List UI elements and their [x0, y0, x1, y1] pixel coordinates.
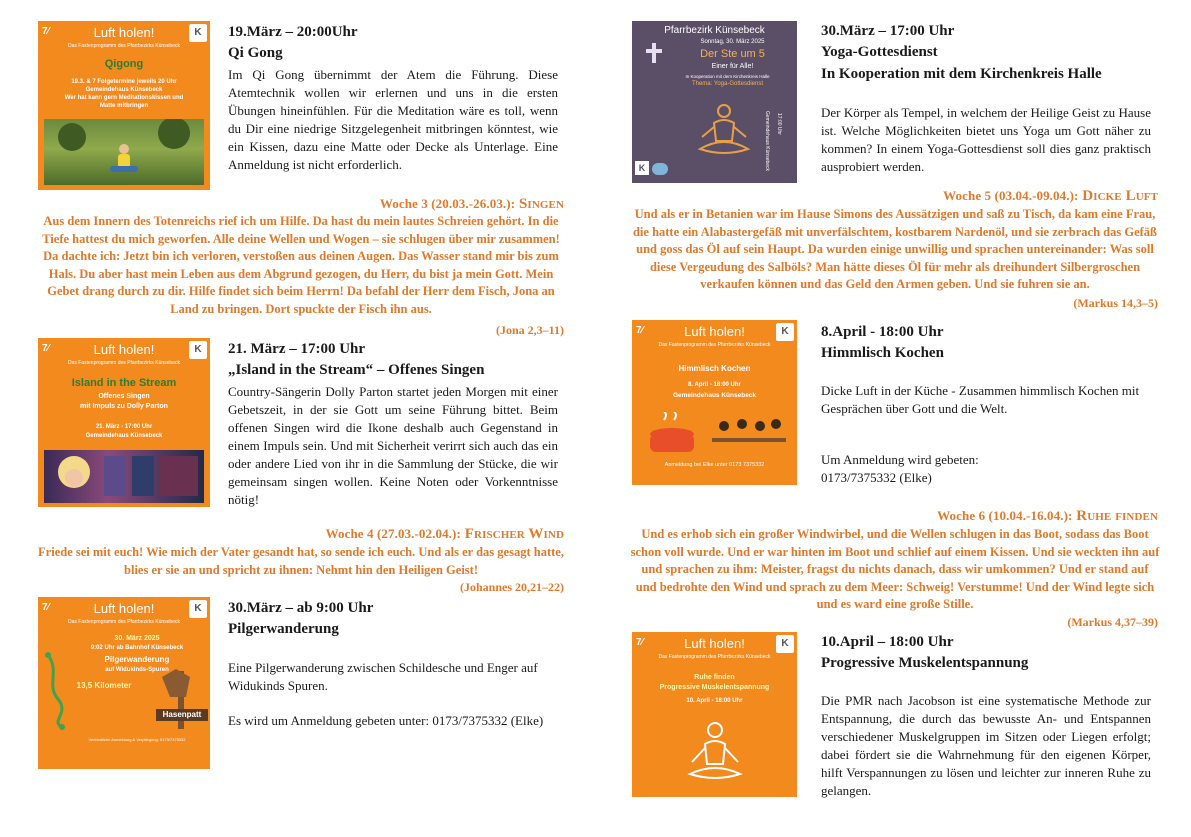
week-theme: Dicke Luft	[1078, 188, 1158, 204]
poster-line: 8. April - 18:00 Uhr	[688, 382, 741, 388]
poster-program: Das Fastenprogramm des Pfarrbezirks Künsebeck	[658, 654, 771, 660]
poster-qigong	[38, 21, 210, 190]
event-date: 8.April - 18:00 Uhr	[821, 324, 944, 340]
poster-title: Island in the Stream	[71, 377, 177, 389]
poster-program: Das Fastenprogramm des Pfarrbezirks Künsebeck	[68, 619, 180, 625]
poster-title: Qigong	[104, 58, 144, 70]
week-heading: Woche 3 (20.03.-26.03.): Singen	[379, 196, 564, 212]
poster-brand: Luft holen!	[684, 324, 745, 339]
event-date: 30.März – 17:00 Uhr	[821, 23, 955, 39]
k-logo-icon: K	[189, 24, 207, 42]
meditation-photo	[44, 119, 204, 185]
portrait-icon	[44, 450, 204, 503]
event-registration: Es wird um Anmeldung gebeten unter: 0173/7375332 (Elke)	[228, 713, 544, 728]
poster-line: Matte mitbringen	[99, 103, 149, 109]
event-description: Country-Sängerin Dolly Parton startet jeden Morgen mit einer Gebetszeit, in der sie Gott um seine Führung bittet. Beim offenen Singen wird die Ikone deshalb auch Gegenstand in einem Impuls sein. Und mit Sicherheit verirrt sich auch das ein oder andere Lied von ihr in die Sammlung der Stücke, die wir gemeinsam singen wollen. Keine Noten oder Vorkenntnisse nötig!	[228, 384, 558, 507]
poster-line: Wer hat kann gern Meditationskissen und	[64, 95, 184, 101]
yoga-lotus-icon	[692, 97, 756, 161]
event-title: Pilgerwanderung	[228, 621, 339, 637]
poster-seven-mark: 7⁄	[42, 343, 50, 354]
week-reference: (Markus 14,3–5)	[1073, 296, 1158, 310]
week-heading: Woche 6 (10.04.-16.04.): Ruhe finden	[937, 508, 1158, 524]
k-logo-icon: K	[776, 323, 794, 341]
poster-island-in-the-stream	[38, 338, 210, 507]
event-description: Dicke Luft in der Küche - Zusammen himmlisch Kochen mit Gesprächen über Gott und die Welt.	[821, 383, 1140, 416]
partner-logo-icon	[652, 163, 668, 175]
week-reference: (Markus 4,37–39)	[1067, 615, 1158, 629]
poster-side: Gemeindehaus Künsebeck	[764, 111, 770, 172]
poster-sign: Hasenpatt	[156, 709, 208, 721]
poster-brand: Luft holen!	[93, 342, 155, 357]
week-quote: Und es erhob sich ein großer Windwirbel, und die Wellen schlugen in das Boot, sodass das Boot schon voll wurde. Und er war hinten im Boot und schlief auf einem Kissen. Und sie weckten ihn auf und sprachen zu ihm: Meister, fragst du nichts danach, dass wir umkommen? Und er stand auf und bedrohte den Wind und sprach zu dem Meer: Schweig! Verstumme! Und der Wind legte sich und es ward eine große Stille.	[630, 527, 1160, 611]
poster-line: mit Impuls zu Dolly Parton	[80, 403, 168, 410]
poster-line: 9:02 Uhr ab Bahnhof Künsebeck	[90, 645, 184, 651]
poster-footer: Anmeldung bei Elke unter 0173 7375332	[664, 462, 765, 468]
poster-seven-mark: 7⁄	[42, 602, 50, 613]
poster-coop: In Kooperation mit dem Kirchenkreis Halle	[685, 74, 770, 79]
poster-yoga-gottesdienst	[632, 21, 797, 183]
week-heading: Woche 5 (03.04.-09.04.): Dicke Luft	[943, 188, 1158, 204]
event-date: 21. März – 17:00 Uhr	[228, 341, 366, 357]
poster-footer: Verbindliche Anmeldung & Verpflegung: 0173/7375332	[88, 737, 186, 742]
event-title: Yoga-Gottesdienst	[821, 44, 938, 60]
week-theme: Ruhe finden	[1072, 508, 1158, 524]
poster-date: Sonntag, 30. März 2025	[700, 39, 765, 45]
event-description: Die PMR nach Jacobson ist eine systematische Methode zur Entspannung, die durch das bewusste An- und Entspannen verschiedener Muskelgruppen im Sitzen oder Liegen erfolgt; dabei fördert sie die Wahrnehmung für den eigenen Körper, hilft Verspannungen zu lösen und leichter zur inneren Ruhe zu gelangen.	[821, 693, 1151, 798]
poster-line: 19.3. & 7 Folgetermine jeweils 20 Uhr	[71, 79, 177, 85]
k-logo-icon: K	[635, 161, 649, 175]
poster-line: Ruhe finden	[694, 674, 735, 681]
poster-big: Der Ste um 5	[700, 48, 765, 60]
event-title: „Island in the Stream“ – Offenes Singen	[228, 362, 485, 378]
week-quote: Und als er in Betanien war im Hause Simons des Aussätzigen und saß zu Tisch, da kam eine Frau, die hatte ein Alabastergefäß mit unverfälschtem, kostbarem Nardenöl, und sie zerbrach das Gefäß und goss das Öl auf sein Haupt. Da wurden einige unwillig und sprachen untereinander: Was soll diese Vergeudung des Salböls? Man hätte dieses Öl für mehr als dreihundert Silbergroschen verkaufen können und das Geld den Armen geben. Und sie fuhren sie an.	[632, 207, 1158, 291]
poster-seven-mark: 7⁄	[636, 637, 644, 648]
week-reference: (Jona 2,3–11)	[495, 323, 564, 337]
poster-brand: Luft holen!	[93, 601, 155, 616]
poster-seven-mark: 7⁄	[636, 325, 644, 336]
poster-line: 21. März - 17:00 Uhr	[95, 424, 153, 430]
poster-pilgerwanderung	[38, 597, 210, 769]
poster-line: auf Widukinds-Spuren	[105, 667, 169, 673]
k-logo-icon: K	[189, 341, 207, 359]
poster-brand: Luft holen!	[93, 25, 155, 40]
event-date: 19.März – 20:00Uhr	[228, 24, 358, 40]
poster-line: 10. April - 18:00 Uhr	[686, 698, 743, 704]
poster-program: Das Fastenprogramm des Pfarrbezirks Künsebeck	[68, 43, 180, 49]
poster-line: Gemeindehaus Künsebeck	[672, 392, 757, 399]
church-icon	[642, 41, 666, 67]
poster-title: Himmlisch Kochen	[678, 364, 751, 373]
poster-line: 13,5 Kilometer	[76, 681, 132, 690]
poster-theme: Thema: Yoga-Gottesdienst	[691, 81, 764, 87]
dolly-parton-photo	[44, 450, 204, 503]
meditation-icon	[684, 718, 746, 788]
event-title: Qi Gong	[228, 45, 283, 61]
poster-time: 17:00 Uhr	[776, 113, 782, 135]
week-heading: Woche 4 (27.03.-02.04.): Frischer Wind	[325, 526, 564, 542]
route-map-icon	[42, 651, 70, 731]
poster-line: Gemeindehaus Künsebeck	[85, 87, 163, 93]
person-meditating-icon	[44, 119, 204, 185]
week-reference: (Johannes 20,21–22)	[459, 580, 564, 594]
k-logo-icon: K	[776, 635, 794, 653]
poster-brand: Luft holen!	[684, 636, 745, 651]
event-description: Eine Pilgerwanderung zwischen Schildesche und Enger auf Widukinds Spuren.	[228, 660, 538, 693]
week-theme: Singen	[515, 196, 564, 212]
poster-program: Das Fastenprogramm des Pfarrbezirks Künsebeck	[658, 342, 771, 348]
event-registration: Um Anmeldung wird gebeten: 0173/7375332 (Elke)	[821, 452, 979, 485]
poster-muskelentspannung	[632, 632, 797, 797]
event-title: Progressive Muskelentspannung	[821, 655, 1029, 671]
week-quote: Aus dem Innern des Totenreichs rief ich um Hilfe. Da hast du mein lautes Schreien gehört. In die Tiefe hattest du mich geworfen. Alle deine Wellen und Wogen – sie schlugen über mir zusammen! Da dachte ich: Jetzt bin ich verloren, verstoßen aus deinen Augen. Das Wasser stand mir bis zum Hals. Du aber hast mein Leben aus dem Abgrund gezogen, du Herr, du bist ja mein Gott. Mein Gebet drang durch zu dir. Hilfe findet sich beim Herrn! Da befahl der Herr dem Fisch, Jona an Land zu bringen. Dort spuckte der Fisch ihn aus.	[42, 214, 560, 316]
cooking-pot-icon	[642, 412, 790, 458]
k-logo-icon: K	[189, 600, 207, 618]
poster-program: Das Fastenprogramm des Pfarrbezirks Künsebeck	[68, 360, 180, 366]
event-subtitle: In Kooperation mit dem Kirchenkreis Halle	[821, 66, 1102, 82]
event-date: 30.März – ab 9:00 Uhr	[228, 600, 374, 616]
event-title: Himmlisch Kochen	[821, 345, 944, 361]
event-description: Der Körper als Tempel, in welchem der Heilige Geist zu Hause ist. Welche Möglichkeiten bietet uns Yoga um Gott näher zu kommen? In einem Yoga-Gottesdienst soll dies ganz praktisch ausprobiert werden.	[821, 105, 1151, 174]
poster-seven-mark: 7⁄	[42, 26, 50, 37]
poster-sub: Einer für Alle!	[711, 63, 754, 70]
week-theme: Frischer Wind	[460, 526, 564, 542]
poster-line: Offenes Singen	[98, 393, 150, 400]
poster-line: Pilgerwanderung	[104, 655, 170, 664]
poster-line: Progressive Muskelentspannung	[659, 684, 770, 691]
event-description: Im Qi Gong übernimmt der Atem die Führung. Diese Atemtechnik wollen wir erlernen und uns in die ersten Übungen hineinfühlen. Für die Meditation wäre es toll, wenn du Dir eine niedrige Sitzgelegenheit mitbringen könntest, wie ein Kissen, dazu eine Matte oder Decke als Unterlage. Eine Anmeldung ist nicht erforderlich.	[228, 67, 558, 172]
poster-line: Gemeindehaus Künsebeck	[85, 433, 163, 439]
poster-himmlisch-kochen	[632, 320, 797, 485]
poster-date: 30. März 2025	[114, 635, 160, 642]
poster-head: Pfarrbezirk Künsebeck	[664, 25, 765, 36]
event-date: 10.April – 18:00 Uhr	[821, 634, 954, 650]
week-quote: Friede sei mit euch! Wie mich der Vater gesandt hat, so sende ich euch. Und als er das gesagt hatte, blies er sie an und spricht zu ihnen: Nehmt hin den Heiligen Geist!	[38, 545, 564, 577]
